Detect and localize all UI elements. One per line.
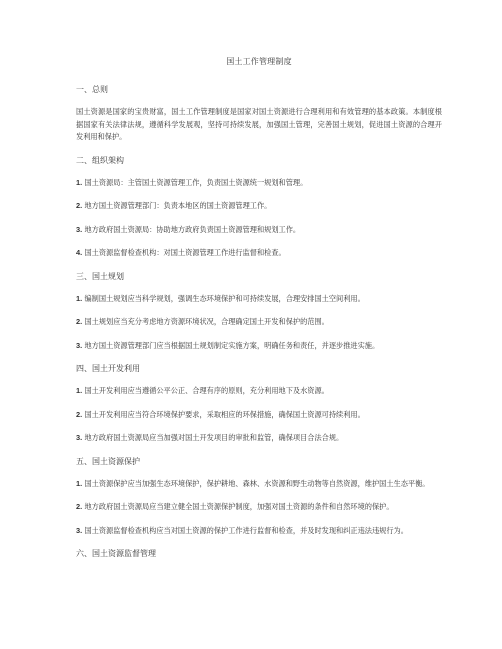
item-number: 1. bbox=[76, 478, 83, 488]
item-text: 国土规划应当充分考虑地方资源环境状况，合理确定国土开发和保护的范围。 bbox=[84, 317, 329, 326]
section-heading: 二、组织架构 bbox=[76, 155, 124, 165]
list-item bbox=[76, 478, 442, 491]
list-item bbox=[76, 501, 442, 514]
item-text: 国土资源监督检查机构应当对国土资源的保护工作进行监督和检查，并及时发现和纠正违法违规行为。 bbox=[84, 525, 408, 535]
item-number: 2. bbox=[76, 502, 83, 511]
item-number: 2. bbox=[76, 201, 83, 210]
item-text: 国土资源保护应当加强生态环境保护，保护耕地、森林、水资源和野生动物等自然资源，维护国土生态平衡。 bbox=[84, 478, 430, 488]
section-heading: 六、国土资源监督管理 bbox=[76, 549, 156, 558]
item-number: 3. bbox=[76, 224, 83, 234]
item-text: 地方政府国土资源局应当建立健全国土资源保护制度，加强对国土资源的条件和自然环境的保护。 bbox=[84, 502, 394, 511]
section-paragraph: 国土资源是国家的宝贵财富，国土工作管理制度是国家对国土资源进行合理利用和有效管理的基本政策。本制度根据国家有关法律法规，遵循科学发展观，坚持可持续发展，加强国土管理，完善国土规划，促进国土资源的合理开发利用和保护。 bbox=[76, 107, 442, 141]
section-organization bbox=[76, 155, 442, 260]
item-text: 地方政府国土资源局应当加强对国土开发项目的审批和监管，确保项目合法合规。 bbox=[84, 433, 344, 442]
section-heading: 四、国土开发利用 bbox=[76, 364, 140, 373]
list-item bbox=[76, 200, 442, 213]
list-item bbox=[76, 525, 442, 538]
section-heading: 五、国土资源保护 bbox=[76, 456, 140, 466]
section-protection bbox=[76, 456, 442, 538]
document-title: 国土工作管理制度 bbox=[226, 57, 292, 66]
list-item bbox=[76, 316, 442, 329]
list-item bbox=[76, 177, 442, 190]
section-heading: 一、总则 bbox=[76, 85, 108, 94]
section-planning bbox=[76, 271, 442, 353]
section-development bbox=[76, 363, 442, 445]
item-number: 3. bbox=[76, 340, 83, 350]
list-item bbox=[76, 432, 442, 445]
item-text: 地方国土资源管理部门：负责本地区的国土资源管理工作。 bbox=[84, 201, 272, 210]
item-text: 地方国土资源管理部门应当根据国土规划制定实施方案，明确任务和责任，并逐步推进实施。 bbox=[84, 340, 380, 350]
item-text: 国土开发利用应当遵循公平公正、合理有序的原则，充分利用地下及水资源。 bbox=[84, 386, 329, 395]
item-number: 1. bbox=[76, 293, 83, 303]
list-item bbox=[76, 385, 442, 398]
list-item bbox=[76, 224, 442, 237]
item-number: 4. bbox=[76, 248, 83, 257]
item-text: 国土资源局：主管国土资源管理工作，负责国土资源统一规划和管理。 bbox=[84, 177, 308, 187]
list-item bbox=[76, 409, 442, 422]
item-number: 1. bbox=[76, 386, 83, 395]
item-text: 国土资源监督检查机构：对国土资源管理工作进行监督和检查。 bbox=[84, 248, 286, 257]
item-number: 2. bbox=[76, 317, 83, 326]
item-number: 1. bbox=[76, 177, 83, 187]
item-number: 2. bbox=[76, 409, 83, 419]
section-heading: 三、国土规划 bbox=[76, 271, 124, 281]
section-general bbox=[76, 84, 442, 144]
list-item bbox=[76, 293, 442, 306]
item-text: 地方政府国土资源局：协助地方政府负责国土资源管理和规划工作。 bbox=[84, 224, 301, 234]
item-number: 3. bbox=[76, 433, 83, 442]
item-text: 编制国土规划应当科学规划，强调生态环境保护和可持续发展，合理安排国土空间利用。 bbox=[84, 293, 365, 303]
item-number: 3. bbox=[76, 525, 83, 535]
section-supervision bbox=[76, 548, 442, 560]
list-item bbox=[76, 247, 442, 260]
item-text: 国土开发利用应当符合环境保护要求，采取相应的环保措施，确保国土资源可持续利用。 bbox=[84, 409, 365, 419]
list-item bbox=[76, 340, 442, 353]
